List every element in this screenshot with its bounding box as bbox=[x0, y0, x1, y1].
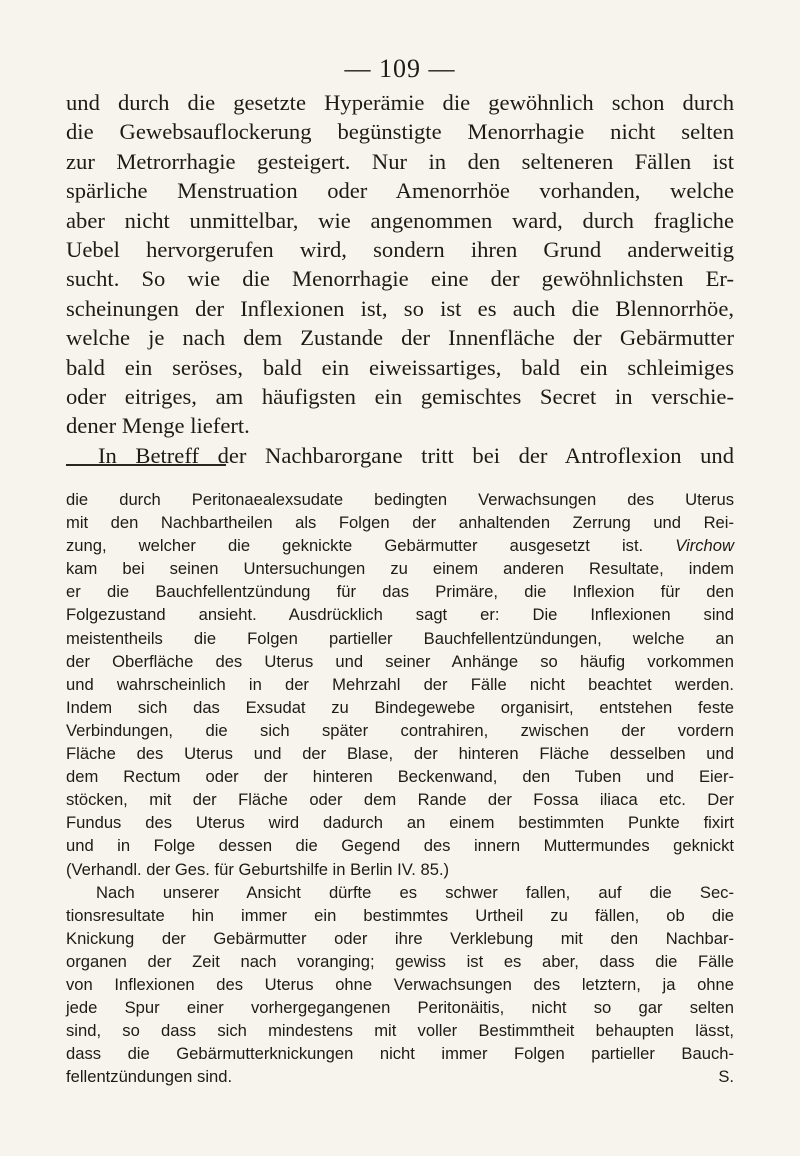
footnote-divider bbox=[66, 464, 226, 466]
footnote-signature: S. bbox=[718, 1067, 734, 1087]
main-line: oder eitriges, am häufigsten ein gemischtes Secret in verschie- bbox=[66, 384, 734, 410]
footnote-last-line: fellentzündungen sind. bbox=[66, 1067, 233, 1087]
page-number: — 109 — bbox=[344, 54, 456, 83]
footnote-line: Indem sich das Exsudat zu Bindegewebe organisirt, entstehen feste bbox=[66, 697, 734, 717]
main-line: zur Metrorrhagie gesteigert. Nur in den selteneren Fällen ist bbox=[66, 148, 734, 174]
footnote-line: jede Spur einer vorhergegangenen Peritonäitis, nicht so gar selten bbox=[66, 998, 734, 1018]
footnote-line bbox=[66, 1065, 734, 1088]
footnote-line: Verbindungen, die sich später contrahiren, zwischen der vordern bbox=[66, 720, 734, 740]
footnote-line: Nach unserer Ansicht dürfte es schwer fallen, auf die Sec- bbox=[96, 882, 734, 902]
main-line: scheinungen der Inflexionen ist, so ist es auch die Blennorrhöe, bbox=[66, 295, 734, 321]
footnote-line: die durch Peritonaealexsudate bedingten Verwachsungen des Uterus bbox=[66, 490, 734, 509]
main-line: sucht. So wie die Menorrhagie eine der gewöhnlichsten Er- bbox=[66, 266, 734, 292]
footnote-line bbox=[66, 534, 734, 557]
footnote-line: sind, so dass sich mindestens mit voller Bestimmtheit behaupten lässt, bbox=[66, 1021, 734, 1041]
footnote-line: kam bei seinen Untersuchungen zu einem anderen Resultate, indem bbox=[66, 559, 734, 579]
footnote-line: organen der Zeit nach voranging; gewiss ist es aber, dass die Fälle bbox=[66, 951, 734, 971]
main-line: spärliche Menstruation oder Amenorrhöe vorhanden, welche bbox=[66, 178, 734, 204]
main-line: aber nicht unmittelbar, wie angenommen ward, durch fragliche bbox=[66, 207, 734, 233]
footnote-line: dem Rectum oder der hinteren Beckenwand, den Tuben und Eier- bbox=[66, 767, 734, 787]
main-line: bald ein seröses, bald ein eiweissartiges, bald ein schleimiges bbox=[66, 354, 734, 380]
footnote-line: und wahrscheinlich in der Mehrzahl der Fälle nicht beachtet werden. bbox=[66, 674, 734, 694]
main-line: welche je nach dem Zustande der Innenfläche der Gebärmutter bbox=[66, 325, 734, 351]
main-text bbox=[66, 88, 734, 470]
footnote-line: Folgezustand ansieht. Ausdrücklich sagt er: Die Inflexionen sind bbox=[66, 605, 734, 625]
footnote-line: Fläche des Uterus und der Blase, der hinteren Fläche desselben und bbox=[66, 744, 734, 764]
footnote-line: (Verhandl. der Ges. für Geburtshilfe in Berlin IV. 85.) bbox=[66, 859, 450, 879]
footnote bbox=[66, 488, 734, 1088]
main-line: und durch die gesetzte Hyperämie die gewöhnlich schon durch bbox=[66, 90, 734, 115]
footnote-line: von Inflexionen des Uterus ohne Verwachsungen des letztern, ja ohne bbox=[66, 974, 734, 994]
author-name: Virchow bbox=[675, 536, 734, 556]
footnote-line: meistentheils die Folgen partieller Bauchfellentzündungen, welche an bbox=[66, 628, 734, 648]
main-line: dener Menge liefert. bbox=[66, 413, 250, 439]
footnote-line: stöcken, mit der Fläche oder dem Rande der Fossa iliaca etc. Der bbox=[66, 790, 734, 810]
main-line: Uebel hervorgerufen wird, sondern ihren Grund anderweitig bbox=[66, 237, 734, 263]
footnote-line: der Oberfläche des Uterus und seiner Anhänge so häufig vorkommen bbox=[66, 651, 734, 671]
footnote-line-text: zung, welcher die geknickte Gebärmutter ausgesetzt ist. bbox=[66, 536, 644, 556]
footnote-line: er die Bauchfellentzündung für das Primäre, die Inflexion für den bbox=[66, 582, 734, 602]
footnote-line: und in Folge dessen die Gegend des innern Muttermundes geknickt bbox=[66, 836, 734, 856]
footnote-line: tionsresultate hin immer ein bestimmtes Urtheil zu fällen, ob die bbox=[66, 905, 734, 925]
footnote-line: mit den Nachbartheilen als Folgen der anhaltenden Zerrung und Rei- bbox=[66, 513, 734, 533]
footnote-line: Knickung der Gebärmutter oder ihre Verklebung mit den Nachbar- bbox=[66, 928, 734, 948]
main-line: In Betreff der Nachbarorgane tritt bei der Antroflexion und bbox=[98, 442, 734, 468]
main-line: die Gewebsauflockerung begünstigte Menorrhagie nicht selten bbox=[66, 119, 734, 145]
footnote-line: dass die Gebärmutterknickungen nicht immer Folgen partieller Bauch- bbox=[66, 1044, 734, 1064]
footnote-line: Fundus des Uterus wird dadurch an einem bestimmten Punkte fixirt bbox=[66, 813, 734, 833]
